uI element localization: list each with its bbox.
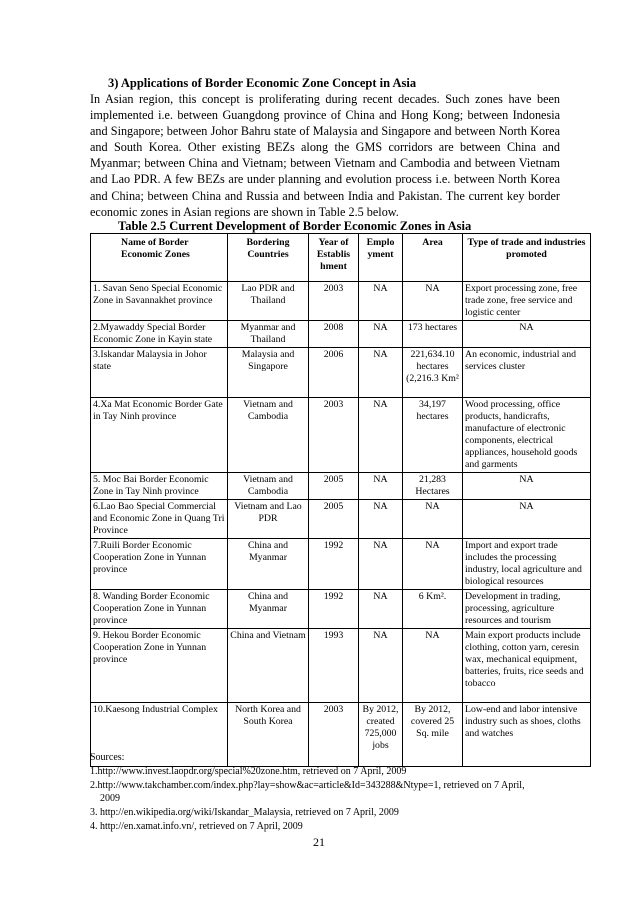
table-caption: Table 2.5 Current Development of Border Economic Zones in Asia [118, 219, 472, 233]
cell-countries: China and Vietnam [228, 629, 309, 703]
header-name: Name of Border Economic Zones [91, 234, 228, 282]
table-row [91, 282, 591, 321]
cell-employment: NA [359, 348, 403, 398]
cell-employment: NA [359, 539, 403, 590]
cell-countries: Myanmar and Thailand [228, 321, 309, 348]
cell-employment: NA [359, 321, 403, 348]
cell-year: 1992 [309, 539, 359, 590]
border-economic-zones-table [90, 233, 591, 767]
section-heading: 3) Applications of Border Economic Zone Concept in Asia [108, 76, 417, 90]
cell-countries: China and Myanmar [228, 590, 309, 629]
cell-area: 34,197 hectares [403, 398, 463, 473]
cell-area: 6 Km². [403, 590, 463, 629]
cell-name: 5. Moc Bai Border Economic Zone in Tay Ninh province [91, 473, 228, 500]
cell-area: NA [403, 629, 463, 703]
table-row [91, 629, 591, 703]
cell-trade: Import and export trade includes the processing industry, local agriculture and biological resources [463, 539, 591, 590]
sources-label: Sources: [90, 752, 125, 763]
cell-name: 1. Savan Seno Special Economic Zone in Savannakhet province [91, 282, 228, 321]
cell-name: 8. Wanding Border Economic Cooperation Zone in Yunnan province [91, 590, 228, 629]
cell-trade: NA [463, 473, 591, 500]
table-row [91, 539, 591, 590]
cell-year: 2008 [309, 321, 359, 348]
table-row [91, 348, 591, 398]
cell-countries: Vietnam and Cambodia [228, 473, 309, 500]
cell-employment: NA [359, 473, 403, 500]
header-countries: Bordering Countries [228, 234, 309, 282]
cell-area: By 2012, covered 25 Sq. mile [403, 703, 463, 767]
cell-trade: An economic, industrial and services cluster [463, 348, 591, 398]
cell-year: 2005 [309, 473, 359, 500]
cell-name: 3.Iskandar Malaysia in Johor state [91, 348, 228, 398]
table-row [91, 473, 591, 500]
cell-trade: NA [463, 500, 591, 539]
source-item: 3. http://en.wikipedia.org/wiki/Iskandar_Malaysia, retrieved on 7 April, 2009 [90, 807, 399, 819]
cell-year: 2003 [309, 398, 359, 473]
cell-year: 1992 [309, 590, 359, 629]
body-paragraph: In Asian region, this concept is proliferating during recent decades. Such zones have been implemented i.e. between Guangdong province of China and Hong Kong; between Indonesia and Singapore; between Johor Bahru state of Malaysia and Singapore and between North Korea and South Korea. Other existing BEZs along the GMS corridors are between China and Myanmar; between China and Vietnam; between Vietnam and Cambodia and between Vietnam and Lao PDR. A few BEZs are under planning and evolution process i.e. between North Korea and China; between China and Russia and between India and Pakistan. The current key border economic zones in Asian regions are shown in Table 2.5 below. [90, 92, 560, 219]
header-area: Area [403, 234, 463, 282]
source-item-continuation: 2009 [100, 793, 120, 805]
header-employment: Emplo yment [359, 234, 403, 282]
cell-trade: Export processing zone, free trade zone, free service and logistic center [463, 282, 591, 321]
cell-employment: By 2012, created 725,000 jobs [359, 703, 403, 767]
cell-area: NA [403, 282, 463, 321]
source-item: 2.http://www.takchamber.com/index.php?lay=show&ac=article&Id=343288&Ntype=1, retrieved on 7 April, [90, 779, 525, 791]
cell-countries: North Korea and South Korea [228, 703, 309, 767]
cell-area: 21,283 Hectares [403, 473, 463, 500]
cell-countries: China and Myanmar [228, 539, 309, 590]
cell-name: 6.Lao Bao Special Commercial and Economic Zone in Quang Tri Province [91, 500, 228, 539]
cell-year: 2005 [309, 500, 359, 539]
cell-year: 2003 [309, 703, 359, 767]
cell-year: 2003 [309, 282, 359, 321]
table-row [91, 398, 591, 473]
cell-employment: NA [359, 282, 403, 321]
header-trade: Type of trade and industries promoted [463, 234, 591, 282]
cell-name: 7.Ruili Border Economic Cooperation Zone in Yunnan province [91, 539, 228, 590]
cell-trade: NA [463, 321, 591, 348]
header-year: Year of Establis hment [309, 234, 359, 282]
cell-name: 10.Kaesong Industrial Complex [91, 703, 228, 767]
cell-countries: Lao PDR and Thailand [228, 282, 309, 321]
cell-countries: Vietnam and Lao PDR [228, 500, 309, 539]
page-number: 21 [313, 835, 325, 849]
cell-countries: Malaysia and Singapore [228, 348, 309, 398]
cell-name: 2.Myawaddy Special Border Economic Zone in Kayin state [91, 321, 228, 348]
source-item: 4. http://en.xamat.info.vn/, retrieved on 7 April, 2009 [90, 820, 303, 832]
cell-year: 2006 [309, 348, 359, 398]
cell-name: 9. Hekou Border Economic Cooperation Zone in Yunnan province [91, 629, 228, 703]
cell-employment: NA [359, 500, 403, 539]
cell-area: NA [403, 539, 463, 590]
cell-trade: Development in trading, processing, agriculture resources and tourism [463, 590, 591, 629]
table-row [91, 321, 591, 348]
table-header-row [91, 234, 591, 282]
cell-year: 1993 [309, 629, 359, 703]
table-row [91, 590, 591, 629]
cell-trade: Wood processing, office products, handicrafts, manufacture of electronic components, electrical appliances, household goods and garments [463, 398, 591, 473]
cell-employment: NA [359, 398, 403, 473]
table-row [91, 500, 591, 539]
cell-area: 173 hectares [403, 321, 463, 348]
sources-list [90, 751, 610, 834]
cell-trade: Main export products include clothing, cotton yarn, ceresin wax, mechanical equipment, batteries, fruits, rice seeds and tobacco [463, 629, 591, 703]
cell-trade: Low-end and labor intensive industry such as shoes, cloths and watches [463, 703, 591, 767]
cell-countries: Vietnam and Cambodia [228, 398, 309, 473]
cell-employment: NA [359, 629, 403, 703]
cell-name: 4.Xa Mat Economic Border Gate in Tay Ninh province [91, 398, 228, 473]
cell-area: 221,634.10 hectares (2,216.3 Km² [403, 348, 463, 398]
source-item: 1.http://www.invest.laopdr.org/special%20zone.htm, retrieved on 7 April, 2009 [90, 765, 407, 777]
cell-area: NA [403, 500, 463, 539]
cell-employment: NA [359, 590, 403, 629]
